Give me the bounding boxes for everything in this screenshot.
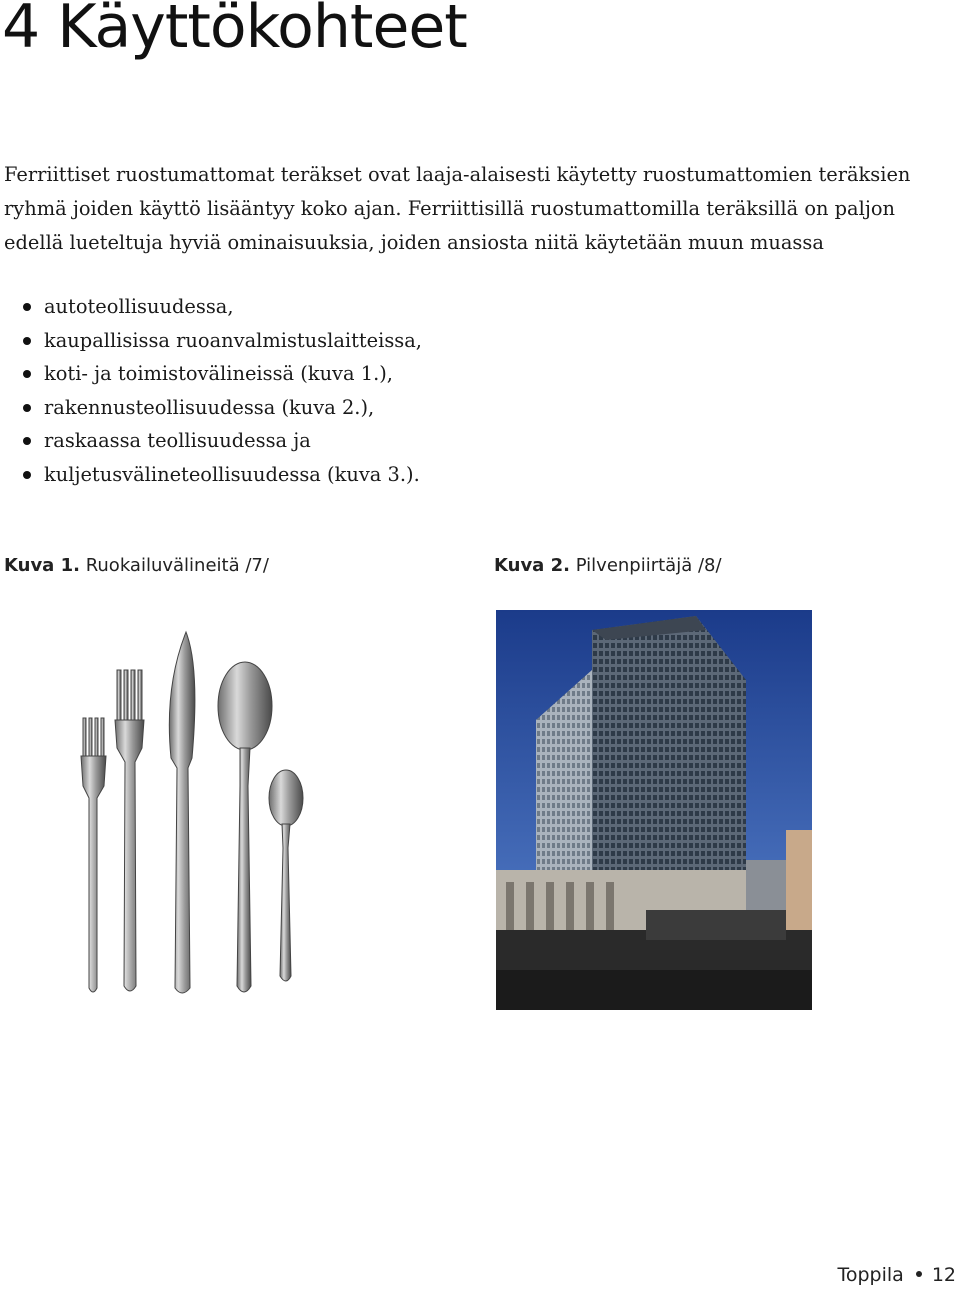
paragraph-line: ryhmä joiden käyttö lisääntyy koko ajan. Ferriittisillä ruostumattomilla teräksillä on paljon bbox=[4, 197, 895, 220]
usage-list bbox=[22, 290, 422, 492]
figure-caption-2 bbox=[494, 555, 722, 576]
list-item bbox=[22, 357, 422, 391]
list-item-text: kuljetusvälineteollisuudessa (kuva 3.). bbox=[44, 462, 420, 486]
figure-caption-text: Pilvenpiirtäjä /8/ bbox=[575, 555, 722, 576]
list-item bbox=[22, 424, 422, 458]
list-item-text: kaupallisissa ruoanvalmistuslaitteissa, bbox=[44, 328, 422, 352]
page-title: 4 Käyttökohteet bbox=[2, 0, 467, 62]
list-item-text: rakennusteollisuudessa (kuva 2.), bbox=[44, 395, 375, 419]
bullet-icon bbox=[23, 404, 31, 412]
separator-dot-icon bbox=[916, 1271, 922, 1277]
paragraph-line: Ferriittiset ruostumattomat teräkset ovat laaja-alaisesti käytetty ruostumattomien teräksien bbox=[4, 163, 911, 186]
cutlery-image bbox=[4, 608, 376, 1008]
list-item-text: autoteollisuudessa, bbox=[44, 295, 234, 318]
figure-label: Kuva 1. bbox=[4, 555, 80, 576]
page-number: 12 bbox=[931, 1264, 956, 1286]
list-item-text: raskaassa teollisuudessa ja bbox=[44, 429, 311, 453]
bullet-icon bbox=[23, 370, 31, 378]
list-item-text: koti- ja toimistovälineissä (kuva 1.), bbox=[44, 362, 393, 386]
bullet-icon bbox=[23, 471, 31, 479]
list-item bbox=[22, 391, 422, 425]
paragraph-line: edellä lueteltuja hyviä ominaisuuksia, joiden ansiosta niitä käytetään muun muassa bbox=[4, 231, 824, 254]
intro-paragraph bbox=[4, 158, 954, 260]
figure-caption-text: Ruokailuvälineitä /7/ bbox=[85, 555, 269, 576]
figure-label: Kuva 2. bbox=[494, 555, 570, 576]
figure-caption-1 bbox=[4, 555, 269, 576]
page-footer bbox=[837, 1264, 956, 1286]
bullet-icon bbox=[23, 337, 31, 345]
bullet-icon bbox=[23, 303, 31, 311]
list-item bbox=[22, 324, 422, 358]
bullet-icon bbox=[23, 437, 31, 445]
list-item bbox=[22, 290, 422, 324]
footer-name: Toppila bbox=[837, 1264, 904, 1286]
skyscraper-image bbox=[496, 610, 812, 1010]
list-item bbox=[22, 458, 422, 492]
